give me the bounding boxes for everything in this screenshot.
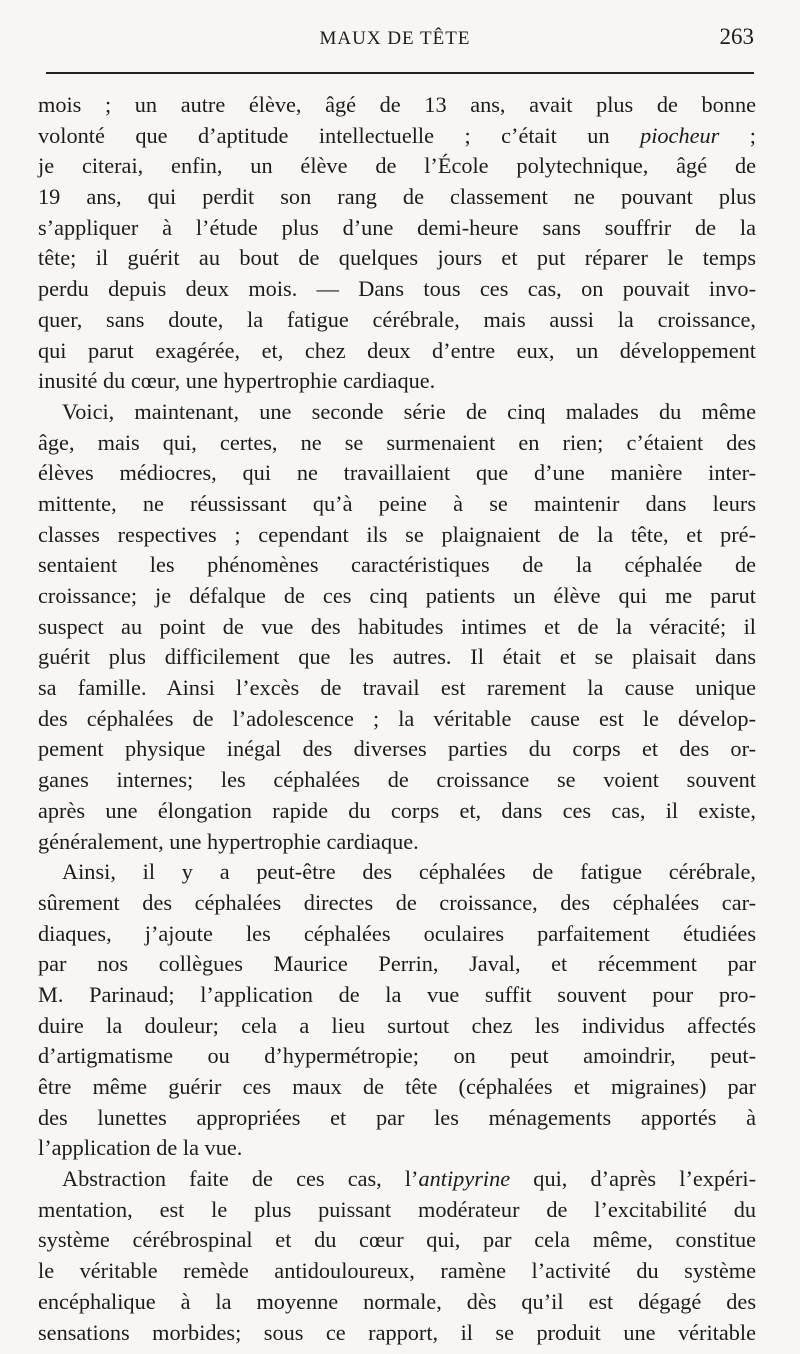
text-line: perdu depuis deux mois. — Dans tous ces cas, on pouvait invo- — [38, 276, 756, 302]
text-line: encéphalique à la moyenne normale, dès qu’il est dégagé des — [38, 1288, 756, 1314]
text-line — [38, 1164, 756, 1195]
text-line: tête; il guérit au bout de quelques jours et put réparer le temps — [38, 245, 756, 271]
page-header — [36, 22, 754, 56]
text-line: l’application de la vue. — [38, 1135, 243, 1161]
text-line: généralement, une hypertrophie cardiaque. — [38, 828, 419, 854]
text-segment: Abstraction faite de ces cas, l’ — [62, 1166, 419, 1192]
text-line: d’artigmatisme ou d’hypermétropie; on peut amoindrir, peut- — [38, 1043, 756, 1069]
text-line: diaques, j’ajoute les céphalées oculaires parfaitement étudiées — [38, 920, 756, 946]
body-text — [38, 90, 756, 1348]
text-line: mittente, ne réussissant qu’à peine à se maintenir dans leurs — [38, 490, 756, 516]
text-line: par nos collègues Maurice Perrin, Javal, et récemment par — [38, 951, 756, 977]
text-line: des céphalées de l’adolescence ; la véritable cause est le dévelop- — [38, 705, 756, 731]
text-line: le véritable remède antidouloureux, ramène l’activité du système — [38, 1258, 756, 1284]
text-line: sentaient les phénomènes caractéristiques de la céphalée de — [38, 552, 756, 578]
text-line: duire la douleur; cela a lieu surtout chez les individus affectés — [38, 1012, 756, 1038]
running-title: MAUX DE TÊTE — [319, 28, 471, 49]
text-line: croissance; je défalque de ces cinq patients un élève qui me parut — [38, 583, 756, 608]
text-line: Voici, maintenant, une seconde série de cinq malades du même — [62, 398, 756, 424]
text-line: être même guérir ces maux de tête (céphalées et migraines) par — [38, 1074, 756, 1099]
text-line: 19 ans, qui perdit son rang de classement ne pouvant plus — [38, 184, 756, 210]
text-line: suspect au point de vue des habitudes intimes et de la véracité; il — [38, 613, 756, 639]
text-line: guérit plus difficilement que les autres. Il était et se plaisait dans — [38, 644, 756, 670]
text-line: s’appliquer à l’étude plus d’une demi-heure sans souffrir de la — [38, 214, 756, 240]
text-line — [38, 121, 756, 152]
text-line: Ainsi, il y a peut-être des céphalées de fatigue cérébrale, — [62, 859, 756, 885]
text-line: qui parut exagérée, et, chez deux d’entre eux, un développement — [38, 337, 756, 363]
text-line: sensations morbides; sous ce rapport, il se produit une véritable — [38, 1319, 756, 1345]
text-line: M. Parinaud; l’application de la vue suffit souvent pour pro- — [38, 981, 756, 1007]
text-line: des lunettes appropriées et par les ménagements apportés à — [38, 1104, 756, 1130]
text-line: après une élongation rapide du corps et, dans ces cas, il existe, — [38, 797, 756, 823]
text-line: sa famille. Ainsi l’excès de travail est rarement la cause unique — [38, 675, 756, 701]
text-segment: volonté que d’aptitude intellectuelle ; c’était un — [38, 122, 641, 148]
text-line: quer, sans doute, la fatigue cérébrale, mais aussi la croissance, — [38, 306, 756, 332]
italic-term: piocheur — [640, 122, 720, 148]
text-line: élèves médiocres, qui ne travaillaient que d’une manière inter- — [38, 460, 756, 486]
page-number: 263 — [719, 24, 754, 49]
text-line: mentation, est le plus puissant modérateur de l’excitabilité du — [38, 1196, 756, 1222]
text-line: sûrement des céphalées directes de croissance, des céphalées car- — [38, 889, 756, 915]
text-line: inusité du cœur, une hypertrophie cardiaque. — [38, 368, 436, 394]
text-line: classes respectives ; cependant ils se plaignaient de la tête, et pré- — [38, 521, 756, 547]
text-line: pement physique inégal des diverses parties du corps et des or- — [38, 736, 756, 762]
text-segment: qui, d’après l’expéri- — [510, 1166, 756, 1192]
text-line: ganes internes; les céphalées de croissance se voient souvent — [38, 767, 756, 793]
italic-term: antipyrine — [418, 1166, 511, 1192]
text-line: âge, mais qui, certes, ne se surmenaient en rien; c’étaient des — [38, 429, 756, 455]
text-line: je citerai, enfin, un élève de l’École polytechnique, âgé de — [38, 153, 756, 179]
text-line: système cérébrospinal et du cœur qui, par cela même, constitue — [38, 1227, 756, 1253]
text-line: mois ; un autre élève, âgé de 13 ans, avait plus de bonne — [38, 92, 756, 117]
text-segment: ; — [719, 122, 756, 148]
header-rule — [46, 72, 754, 74]
